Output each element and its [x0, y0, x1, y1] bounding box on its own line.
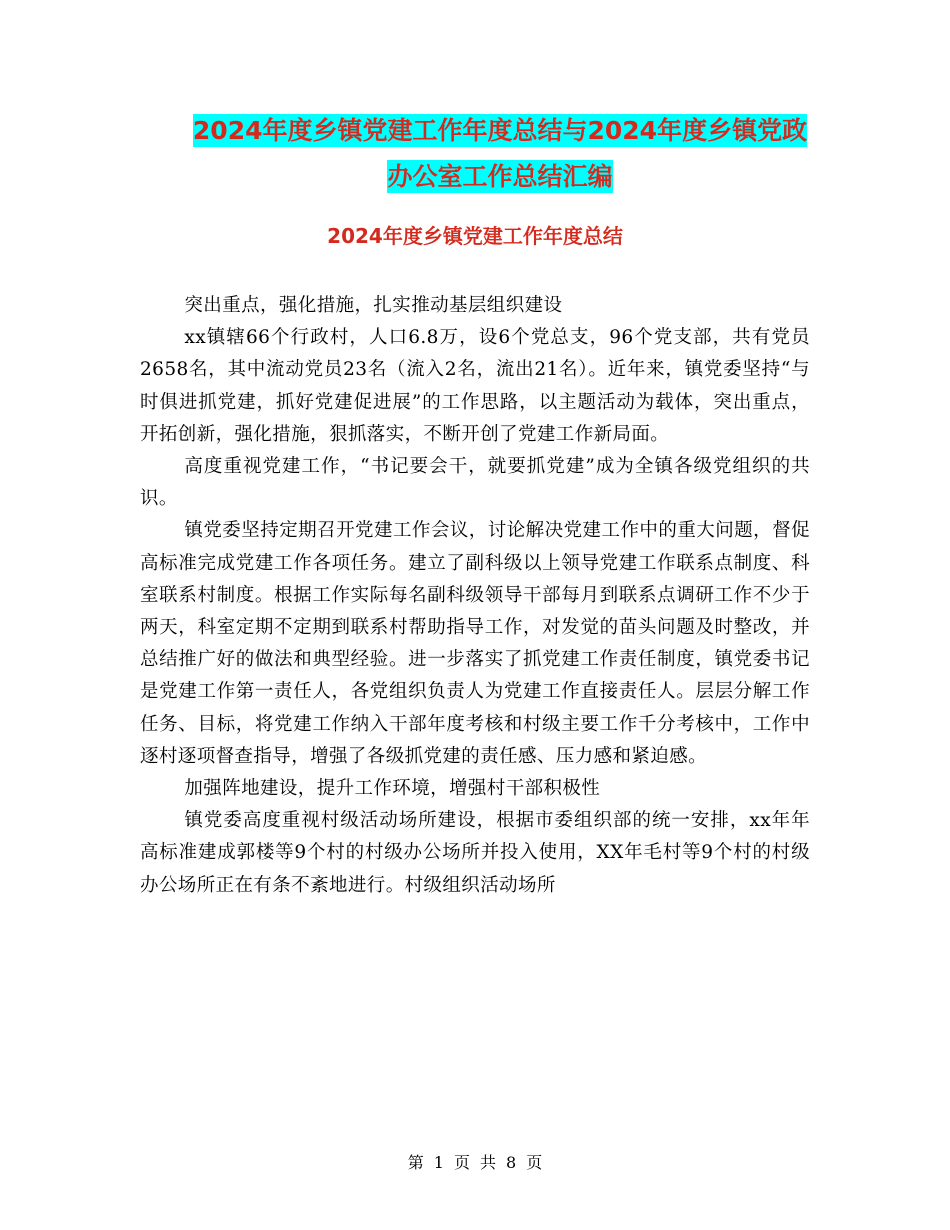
section-title: 2024年度乡镇党建工作年度总结 — [327, 224, 623, 248]
footer-current-page: 1 — [433, 1153, 444, 1172]
page-footer — [0, 1153, 950, 1173]
paragraph-consensus: 高度重视党建工作，“书记要会干，就要抓党建”成为全镇各级党组织的共识。 — [140, 456, 810, 510]
paragraph-facilities: 镇党委高度重视村级活动场所建设，根据市委组织部的统一安排，xx年年高标准建成郭楼等9个村的村级办公场所并投入使用，XX年毛村等9个村的村级办公场所正在有条不紊地进行。村级组织活动场所 — [140, 810, 810, 896]
paragraph-heading-2: 加强阵地建设，提升工作环境，增强村干部积极性 — [184, 778, 601, 800]
footer-page-label: 页 — [453, 1153, 470, 1172]
paragraph-intro: xx镇辖66个行政村，人口6.8万，设6个党总支，96个党支部，共有党员2658名，其中流动党员23名（流入2名，流出21名）。近年来，镇党委坚持“与时俱进抓党建，抓好党建促进展”的工作思路，以主题活动为载体，突出重点，开拓创新，强化措施，狠抓落实，不断开创了党建工作新局面。 — [140, 327, 810, 445]
paragraph-meetings: 镇党委坚持定期召开党建工作会议，讨论解决党建工作中的重大问题，督促高标准完成党建工作各项任务。建立了副科级以上领导党建工作联系点制度、科室联系村制度。根据工作实际每名副科级领导干部每月到联系点调研工作不少于两天，科室定期不定期到联系村帮助指导工作，对发觉的苗头问题及时整改，并总结推广好的做法和典型经验。进一步落实了抓党建工作责任制度，镇党委书记是党建工作第一责任人，各党组织负责人为党建工作直接责任人。层层分解工作任务、目标，将党建工作纳入干部年度考核和村级主要工作千分考核中，工作中逐村逐项督查指导，增强了各级抓党建的责任感、压力感和紧迫感。 — [140, 520, 810, 767]
paragraph-heading-1: 突出重点，强化措施，扎实推动基层组织建设 — [184, 295, 563, 316]
body-text — [140, 290, 810, 902]
footer-prefix: 第 — [407, 1153, 424, 1172]
footer-suffix: 页 — [526, 1153, 543, 1172]
main-title — [140, 108, 860, 200]
main-title-line-1: 2024年度乡镇党建工作年度总结与2024年度乡镇党政 — [192, 116, 808, 145]
main-title-line-2: 办公室工作总结汇编 — [387, 162, 613, 191]
footer-total-pages: 8 — [506, 1153, 517, 1172]
footer-total-label: 共 — [480, 1153, 497, 1172]
